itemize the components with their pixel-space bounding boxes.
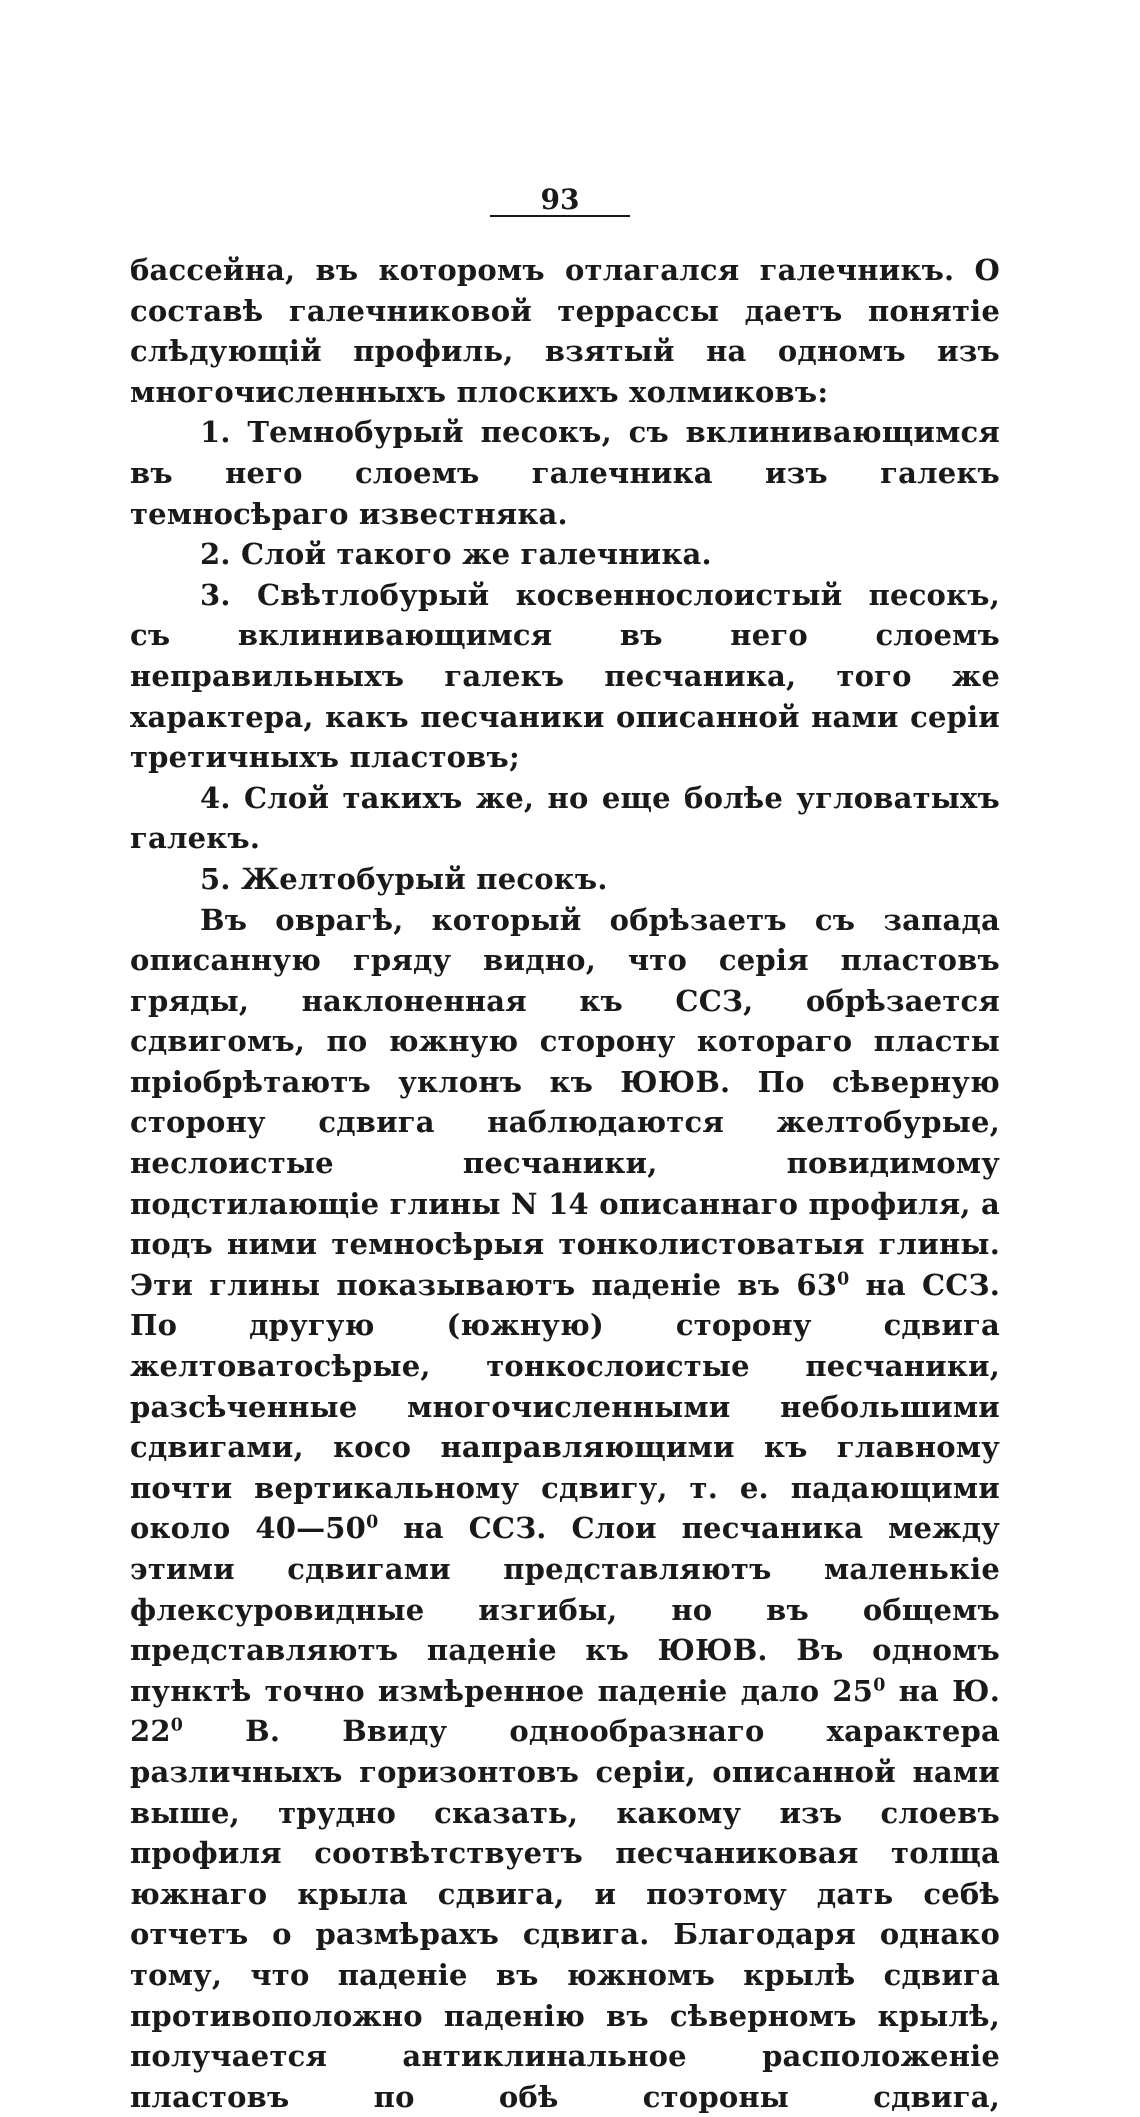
degree-mark-2: 0 [366, 1513, 378, 1533]
ravine-text-part-1: Въ оврагѣ, который обрѣзаетъ съ запада описанную гряду видно, что серія пластовъ гряды, наклоненная къ ССЗ, обрѣзается сдвигомъ, по южную сторону котораго пласты пріобрѣтаютъ уклонъ къ ЮЮВ. По сѣверную сторону сдвига наблюдаются желтобурые, неслоистые песчаники, повидимому подстилающіе глины N 14 описаннаго профиля, а подъ ними темносѣрыя тонколистоватыя глины. Эти глины показываютъ паденіе въ 63 [130, 903, 1000, 1302]
ravine-text-part-2: на ССЗ. По другую (южную) сторону сдвига желтоватосѣрые, тонкослоистые песчаники, разсѣченные многочисленными небольшими сдвигами, косо направляющими къ главному почти вертикальному сдвигу, т. е. падающими около 40—50 [130, 1268, 1000, 1546]
page-number: 93 [490, 183, 630, 217]
list-item-3: 3. Свѣтлобурый косвеннослоистый песокъ, съ вклинивающимся въ него слоемъ неправильныхъ галекъ песчаника, того же характера, какъ песчаники описанной нами серіи третичныхъ пластовъ; [130, 575, 1000, 778]
ravine-text-part-5: В. Ввиду однообразнаго характера различныхъ горизонтовъ серіи, описанной нами выше, трудно сказать, какому изъ слоевъ профиля соотвѣтствуетъ песчаниковая толща южнаго крыла сдвига, и поэтому дать себѣ отчетъ о размѣрахъ сдвига. Благодаря однако тому, что паденіе въ южномъ крылѣ сдвига противоположно паденію въ сѣверномъ крылѣ, получается антиклинальное расположеніе пластовъ по обѣ стороны сдвига, [130, 1714, 1000, 2113]
degree-mark-4: 0 [171, 1716, 183, 1736]
list-item-1: 1. Темнобурый песокъ, съ вклинивающимся въ него слоемъ галечника изъ галекъ темносѣраго известняка. [130, 412, 1000, 534]
list-item-5: 5. Желтобурый песокъ. [130, 859, 1000, 900]
ravine-text-part-4: на Ю. 22 [130, 1674, 1000, 1749]
degree-mark-3: 0 [873, 1675, 885, 1695]
paragraph-intro: бассейна, въ которомъ отлагался галечникъ. О составѣ галечниковой террассы даетъ понятіе слѣдующій профиль, взятый на одномъ изъ многочисленныхъ плоскихъ холмиковъ: [130, 250, 1000, 412]
header-rule [490, 215, 630, 217]
list-item-2: 2. Слой такого же галечника. [130, 534, 1000, 575]
paragraph-ravine [130, 900, 1000, 2117]
ravine-text-part-3: на ССЗ. Слои песчаника между этими сдвигами представляютъ маленькіе флексуровидные изгибы, но въ общемъ представляютъ паденіе къ ЮЮВ. Въ одномъ пунктѣ точно измѣренное паденіе дало 25 [130, 1511, 1000, 1707]
degree-mark-1: 0 [837, 1269, 849, 1289]
list-item-4: 4. Слой такихъ же, но еще болѣе угловатыхъ галекъ. [130, 778, 1000, 859]
